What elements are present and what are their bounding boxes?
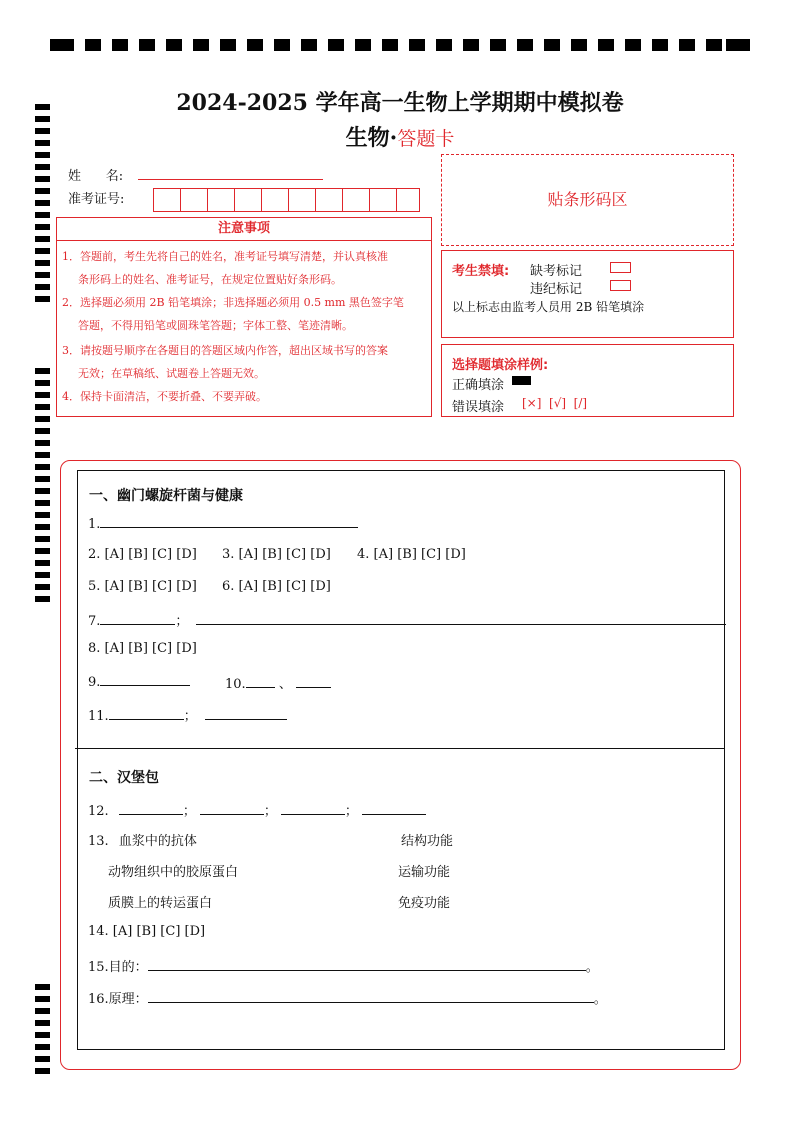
question-7 bbox=[88, 610, 726, 629]
exam-id-digit[interactable] bbox=[261, 188, 289, 212]
question-number: 12. bbox=[88, 804, 109, 819]
question-8[interactable]: 8. [A] [B] [C] [D] bbox=[88, 641, 197, 656]
matching-item-right: 运输功能 bbox=[398, 865, 451, 880]
absent-mark-box[interactable] bbox=[610, 262, 631, 273]
answer-line[interactable] bbox=[205, 707, 287, 720]
question-3[interactable]: 3. [A] [B] [C] [D] bbox=[222, 547, 331, 562]
notice-item: 无效；在草稿纸、试题卷上答题无效。 bbox=[78, 367, 265, 380]
period: 。 bbox=[585, 960, 599, 975]
answer-line[interactable] bbox=[362, 802, 426, 815]
subject-label: 生物· bbox=[345, 125, 398, 151]
question-number: 1. bbox=[88, 517, 101, 532]
question-number: 7. bbox=[88, 614, 101, 629]
exam-id-digit[interactable] bbox=[315, 188, 343, 212]
notice-item: 4．保持卡面清洁，不要折叠、不要弄破。 bbox=[62, 390, 267, 403]
exam-id-digit[interactable] bbox=[180, 188, 208, 212]
exam-id-digit[interactable] bbox=[342, 188, 370, 212]
absent-label: 缺考标记 bbox=[530, 264, 583, 279]
card-label: 答题卡 bbox=[397, 128, 455, 150]
answer-line[interactable] bbox=[200, 802, 264, 815]
exam-id-digit[interactable] bbox=[153, 188, 181, 212]
violation-label: 违纪标记 bbox=[530, 282, 583, 297]
question-9 bbox=[88, 673, 190, 690]
wrong-fill-samples: [×] [√] [/] bbox=[522, 396, 588, 410]
separator: ； bbox=[183, 709, 197, 724]
answer-line[interactable] bbox=[100, 673, 190, 686]
answer-line[interactable] bbox=[148, 958, 586, 971]
notice-item: 2．选择题必须用 2B 铅笔填涂；非选择题必须用 0.5 mm 黑色签字笔 bbox=[62, 296, 404, 309]
barcode-area-label: 贴条形码区 bbox=[547, 190, 628, 209]
exam-id-label: 准考证号: bbox=[68, 192, 125, 207]
correct-fill-sample bbox=[512, 376, 531, 385]
question-1 bbox=[88, 515, 358, 532]
question-2[interactable]: 2. [A] [B] [C] [D] bbox=[88, 547, 197, 562]
correct-fill-label: 正确填涂 bbox=[452, 378, 505, 393]
notice-item: 3．请按题号顺序在各题目的答题区域内作答，超出区域书写的答案 bbox=[62, 344, 388, 357]
separator: ； bbox=[263, 804, 277, 819]
forbidden-note: 以上标志由监考人员用 2B 铅笔填涂 bbox=[452, 300, 645, 314]
exam-id-digit[interactable] bbox=[396, 188, 420, 212]
question-label: 16.原理： bbox=[88, 992, 148, 1007]
answer-line[interactable] bbox=[119, 802, 183, 815]
question-5[interactable]: 5. [A] [B] [C] [D] bbox=[88, 579, 197, 594]
timing-marks-top bbox=[50, 39, 750, 53]
notice-item: 答题，不得用铅笔或圆珠笔答题；字体工整、笔迹清晰。 bbox=[78, 319, 353, 332]
card-subtitle bbox=[0, 121, 800, 152]
wrong-fill-label: 错误填涂 bbox=[452, 400, 505, 415]
matching-item-left: 血浆中的抗体 bbox=[118, 834, 197, 849]
answer-line[interactable] bbox=[148, 990, 594, 1003]
exam-id-digit[interactable] bbox=[288, 188, 316, 212]
name-field[interactable] bbox=[138, 179, 323, 180]
question-15 bbox=[88, 956, 599, 975]
barcode-area bbox=[441, 154, 734, 246]
question-10 bbox=[225, 673, 331, 692]
period: 。 bbox=[593, 992, 607, 1007]
question-number: 13. bbox=[88, 834, 109, 849]
question-12 bbox=[88, 800, 426, 819]
exam-id-digit[interactable] bbox=[369, 188, 397, 212]
answer-line[interactable] bbox=[281, 802, 345, 815]
exam-id-digit[interactable] bbox=[234, 188, 262, 212]
name-label: 姓 名: bbox=[68, 169, 124, 184]
section-1-title: 一、幽门螺旋杆菌与健康 bbox=[89, 488, 243, 504]
notice-title: 注意事项 bbox=[56, 217, 432, 241]
violation-mark-box[interactable] bbox=[610, 280, 631, 291]
separator: ； bbox=[344, 804, 358, 819]
timing-marks-left bbox=[0, 0, 60, 1132]
answer-line[interactable] bbox=[246, 675, 275, 688]
separator: ； bbox=[182, 804, 196, 819]
question-16 bbox=[88, 988, 607, 1007]
question-number: 10. bbox=[225, 677, 246, 692]
question-14[interactable]: 14. [A] [B] [C] [D] bbox=[88, 924, 206, 939]
notice-item: 1．答题前，考生先将自己的姓名，准考证号填写清楚，并认真核准 bbox=[62, 250, 388, 263]
fill-example-title: 选择题填涂样例: bbox=[452, 358, 549, 373]
separator: ； bbox=[175, 614, 189, 629]
answer-line[interactable] bbox=[196, 612, 726, 625]
question-11 bbox=[88, 705, 287, 724]
question-6[interactable]: 6. [A] [B] [C] [D] bbox=[222, 579, 331, 594]
question-13 bbox=[88, 830, 197, 849]
matching-item-right: 免疫功能 bbox=[398, 896, 451, 911]
exam-title: 2024-2025 学年高一生物上学期期中模拟卷 bbox=[176, 90, 624, 116]
answer-line[interactable] bbox=[109, 707, 184, 720]
matching-item-left: 动物组织中的胶原蛋白 bbox=[108, 865, 239, 880]
question-number: 11. bbox=[88, 709, 109, 724]
notice-item: 条形码上的姓名、准考证号，在规定位置贴好条形码。 bbox=[78, 273, 342, 286]
forbidden-title: 考生禁填: bbox=[452, 264, 510, 279]
question-number: 9. bbox=[88, 675, 101, 690]
answer-line[interactable] bbox=[296, 675, 331, 688]
section-2-title: 二、汉堡包 bbox=[89, 770, 159, 786]
matching-item-left: 质膜上的转运蛋白 bbox=[108, 896, 213, 911]
matching-item-right: 结构功能 bbox=[401, 834, 454, 849]
question-4[interactable]: 4. [A] [B] [C] [D] bbox=[357, 547, 466, 562]
exam-id-digit[interactable] bbox=[207, 188, 235, 212]
answer-line[interactable] bbox=[100, 612, 175, 625]
question-label: 15.目的： bbox=[88, 960, 148, 975]
answer-line[interactable] bbox=[100, 515, 358, 528]
separator: 、 bbox=[278, 677, 292, 692]
